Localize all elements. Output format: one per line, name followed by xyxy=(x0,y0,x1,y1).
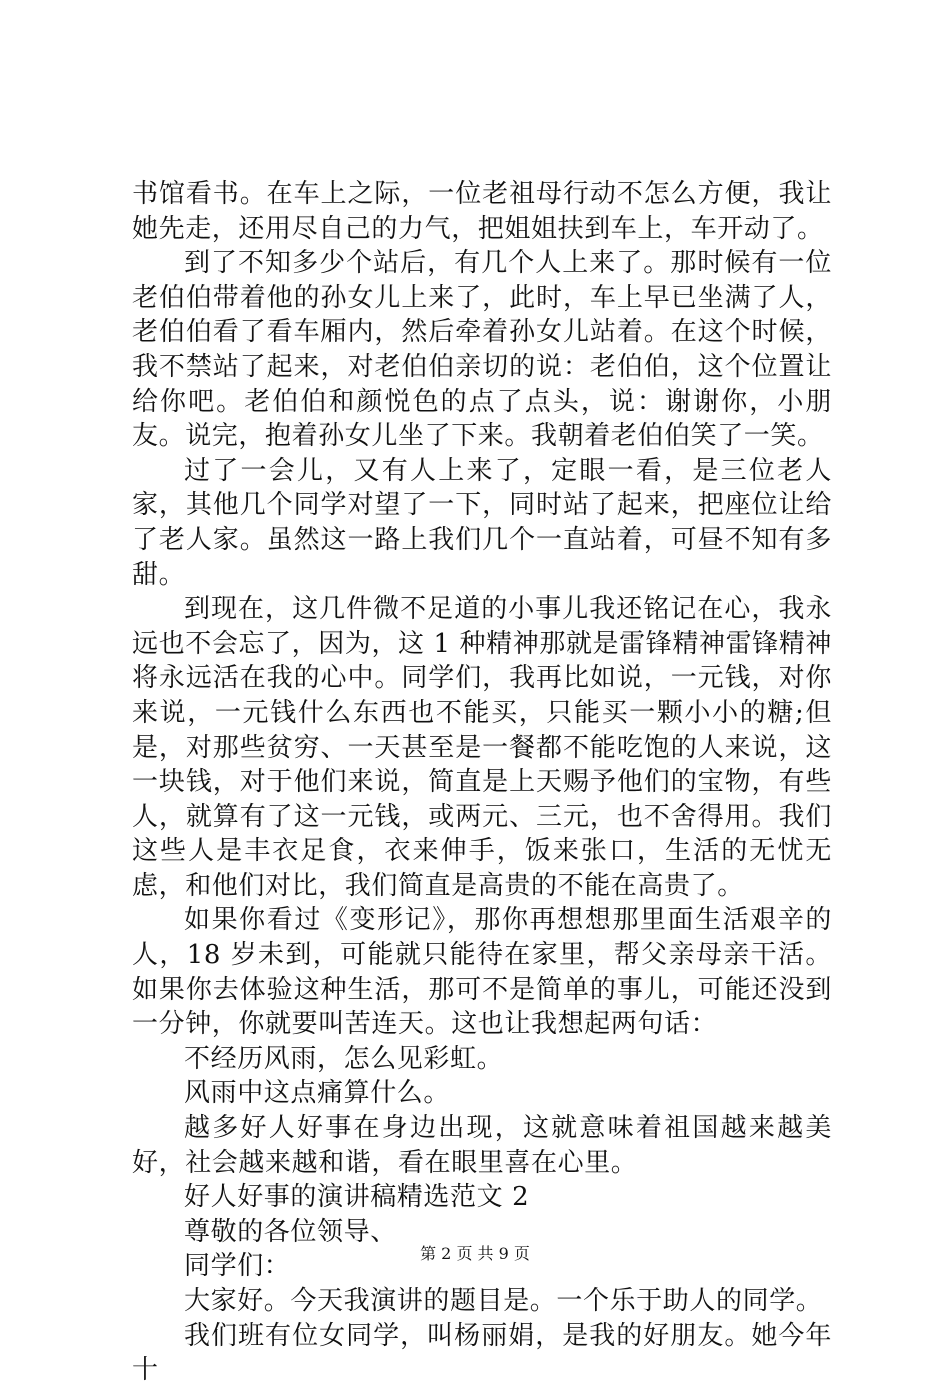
paragraph-2: 到了不知多少个站后，有几个人上来了。那时候有一位老伯伯带着他的孙女儿上来了，此时，车上早已坐满了人，老伯伯看了看车厢内，然后牵着孙女儿站着。在这个时候，我不禁站了起来，对老伯伯亲切的说：老伯伯，这个位置让给你吧。老伯伯和颜悦色的点了点头，说：谢谢你，小朋友。说完，抱着孙女儿坐了下来。我朝着老伯伯笑了一笑。 xyxy=(132,248,832,452)
paragraph-6: 不经历风雨，怎么见彩虹。 xyxy=(184,1043,504,1074)
paragraph-12: 大家好。今天我演讲的题目是。一个乐于助人的同学。 xyxy=(184,1286,823,1316)
page-number-footer: 第 2 页 共 9 页 xyxy=(420,1244,530,1263)
paragraph-8: 越多好人好事在身边出现，这就意味着祖国越来越美好，社会越来越和谐，看在眼里喜在心里。 xyxy=(132,1113,832,1178)
paragraph-7: 风雨中这点痛算什么。 xyxy=(184,1078,451,1109)
document-body xyxy=(132,177,832,1388)
paragraph-1: 书馆看书。在车上之际，一位老祖母行动不怎么方便，我让她先走，还用尽自己的力气，把姐姐扶到车上，车开动了。 xyxy=(132,179,832,244)
paragraph-13: 我们班有位女同学，叫杨丽娟，是我的好朋友。她今年十 xyxy=(132,1320,832,1386)
paragraph-4: 到现在，这几件微不足道的小事儿我还铭记在心，我永远也不会忘了，因为，这 1 种精神那就是雷锋精神雷锋精神将永远活在我的心中。同学们，我再比如说，一元钱，对你来说，一元钱什么东西也不能买，只能买一颗小小的糖;但是，对那些贫穷、一天甚至是一餐都不能吃饱的人来说，这一块钱，对于他们来说，简直是上天赐予他们的宝物，有些人，就算有了这一元钱，或两元、三元，也不舍得用。我们这些人是丰衣足食，衣来伸手，饭来张口，生活的无忧无虑，和他们对比，我们简直是高贵的不能在高贵了。 xyxy=(132,594,832,901)
paragraph-9-heading: 好人好事的演讲稿精选范文 2 xyxy=(184,1182,530,1213)
paragraph-3: 过了一会儿，又有人上来了，定眼一看，是三位老人家，其他几个同学对望了一下，同时站了起来，把座位让给了老人家。虽然这一路上我们几个一直站着，可昼不知有多甜。 xyxy=(132,455,832,590)
paragraph-5: 如果你看过《变形记》，那你再想想那里面生活艰辛的人，18 岁未到，可能就只能待在家里，帮父亲母亲干活。如果你去体验这种生活，那可不是简单的事儿，可能还没到一分钟，你就要叫苦连天。这也让我想起两句话： xyxy=(132,905,832,1040)
paragraph-11: 同学们： xyxy=(184,1251,291,1282)
paragraph-10: 尊敬的各位领导、 xyxy=(184,1216,397,1247)
